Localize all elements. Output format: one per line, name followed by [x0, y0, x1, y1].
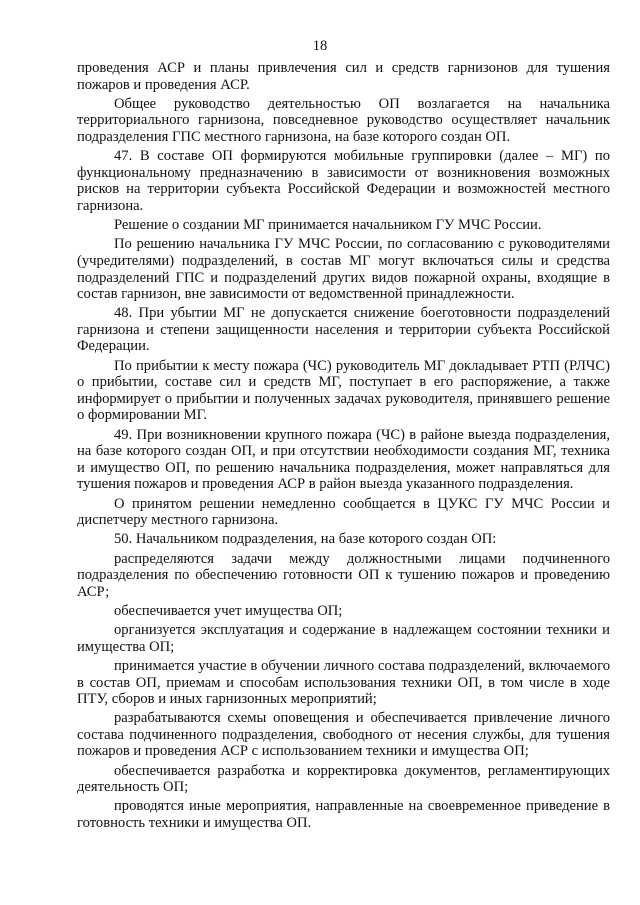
paragraph: проводятся иные мероприятия, направленные на своевременное приведение в готовность техники и имущества ОП. — [77, 798, 610, 832]
paragraph: распределяются задачи между должностными лицами подчиненного подразделения по обеспечению готовности ОП к тушению пожаров и проведению АСР; — [77, 550, 610, 600]
paragraph: разрабатываются схемы оповещения и обеспечивается привлечение личного состава подчиненного подразделения, свободного от несения службы, для тушения пожаров и проведения АСР с использованием техники и имущества ОП; — [77, 710, 610, 760]
paragraph: обеспечивается разработка и корректировка документов, регламентирующих деятельность ОП; — [77, 762, 610, 796]
paragraph: принимается участие в обучении личного состава подразделений, включаемого в состав ОП, приемам и способам использования техники ОП, в том числе в ходе ПТУ, сборов и иных гарнизонных мероприятий; — [77, 657, 610, 708]
paragraph: Решение о создании МГ принимается начальником ГУ МЧС России. — [114, 217, 542, 234]
paragraph: организуется эксплуатация и содержание в надлежащем состоянии техники и имущества ОП; — [77, 622, 610, 655]
paragraph: 47. В составе ОП формируются мобильные группировки (далее – МГ) по функциональному предназначению в зависимости от возникновения возможных рисков на территории субъекта Российской Федерации и возможностей местного гарнизона. — [77, 148, 610, 214]
page-number: 18 — [312, 38, 328, 54]
paragraph: 48. При убытии МГ не допускается снижение боеготовности подразделений гарнизона и степени защищенности населения и территории субъекта Российской Федерации. — [77, 305, 610, 355]
document-body — [77, 60, 610, 834]
paragraph: проведения АСР и планы привлечения сил и средств гарнизонов для тушения пожаров и проведения АСР. — [77, 60, 610, 93]
paragraph: Общее руководство деятельностью ОП возлагается на начальника территориального гарнизона, повседневное руководство осуществляет начальник подразделения ГПС местного гарнизона, на базе которого создан ОП. — [77, 95, 610, 145]
paragraph: О принятом решении немедленно сообщается в ЦУКС ГУ МЧС России и диспетчеру местного гарнизона. — [77, 495, 610, 529]
paragraph: 50. Начальником подразделения, на базе которого создан ОП: — [114, 531, 497, 548]
paragraph: По прибытии к месту пожара (ЧС) руководитель МГ докладывает РТП (РЛЧС) о прибытии, составе сил и средств МГ, поступает в его распоряжение, а также информирует о прибытии и полученных задачах руководителя, принявшего решение о формировании МГ. — [77, 357, 610, 424]
paragraph: обеспечивается учет имущества ОП; — [114, 602, 343, 619]
paragraph: 49. При возникновении крупного пожара (ЧС) в районе выезда подразделения, на базе которого создан ОП, и при отсутствии необходимости создания МГ, техника и имущество ОП, по решению начальника подразделения, может направляться для тушения пожаров и проведения АСР в район выезда указанного подразделения. — [77, 426, 610, 493]
paragraph: По решению начальника ГУ МЧС России, по согласованию с руководителями (учредителями) подразделений, в состав МГ могут включаться силы и средства подразделений ГПС и подразделений других видов пожарной охраны, входящие в состав гарнизон, вне зависимости от ведомственной принадлежности. — [77, 236, 610, 303]
